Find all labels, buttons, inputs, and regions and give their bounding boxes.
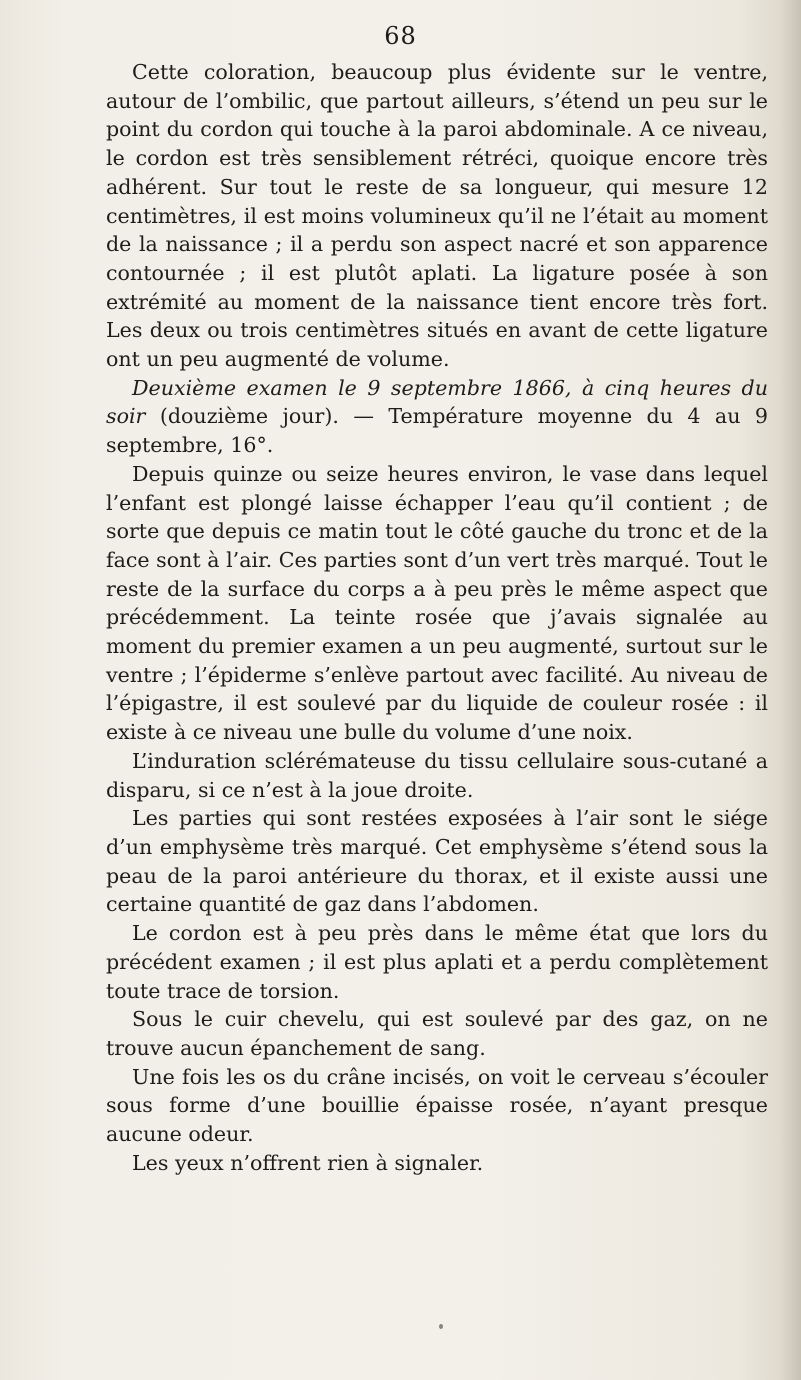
paragraph-5	[106, 804, 768, 919]
paragraph-7-text: Sous le cuir chevelu, qui est soulevé par des gaz, on ne trouve aucun épanchement de sang.	[106, 1007, 768, 1060]
paragraph-1	[106, 58, 768, 374]
paragraph-9-text: Les yeux n’offrent rien à signaler.	[132, 1150, 484, 1175]
paragraph-7	[106, 1005, 768, 1062]
exam-heading: Deuxième examen le 9 septembre 1866, à cinq heures du soir	[106, 375, 768, 429]
paragraph-2	[106, 374, 768, 460]
paragraph-5-text: Les parties qui sont restées exposées à l’air sont le siége d’un emphysème très marqué. Cet emphysème s’étend sous la peau de la paroi antérieure du thorax, et il existe aussi une certaine quantité de gaz dans l’abdomen.	[106, 806, 768, 917]
page-edge-shadow	[779, 0, 801, 1380]
paragraph-2-text: (douzième jour). — Température moyenne du 4 au 9 septembre, 16°.	[106, 404, 768, 458]
paragraph-4	[106, 747, 768, 804]
page-number: 68	[384, 22, 417, 50]
paragraph-8	[106, 1063, 768, 1149]
paragraph-3	[106, 460, 768, 747]
paragraph-9	[106, 1149, 768, 1178]
paragraph-8-text: Une fois les os du crâne incisés, on voit le cerveau s’écouler sous forme d’une bouillie épaisse rosée, n’ayant presque aucune odeur.	[106, 1064, 768, 1147]
paragraph-3-text: Depuis quinze ou seize heures environ, le vase dans lequel l’enfant est plongé laisse échapper l’eau qu’il contient ; de sorte que depuis ce matin tout le côté gauche du tronc et de la face sont à l’air. Ces parties sont d’un vert très marqué. Tout le reste de la surface du corps a à peu près le même aspect que précédemment. La teinte rosée que j’avais signalée au moment du premier examen a un peu augmenté, surtout sur le ventre ; l’épiderme s’enlève partout avec facilité. Au niveau de l’épigastre, il est soulevé par du liquide de couleur rosée : il existe à ce niveau une bulle du volume d’une noix.	[106, 461, 768, 745]
paragraph-4-text: L’induration sclérémateuse du tissu cellulaire sous-cutané a disparu, si ce n’est à la joue droite.	[106, 748, 768, 802]
ink-dot-mark	[439, 1324, 443, 1329]
paragraph-6	[106, 919, 768, 1005]
body-text	[106, 58, 768, 1177]
paragraph-1-text: Cette coloration, beaucoup plus évidente sur le ventre, autour de l’ombilic, que partout ailleurs, s’étend un peu sur le point du cordon qui touche à la paroi abdominale. A ce niveau, le cordon est très sensiblement rétréci, quoique encore très adhérent. Sur tout le reste de sa longueur, qui mesure 12 centimètres, il est moins volumineux qu’il ne l’était au moment de la naissance ; il a perdu son aspect nacré et son apparence contournée ; il est plutôt aplati. La ligature posée à son extrémité au moment de la naissance tient encore très fort. Les deux ou trois centimètres situés en avant de cette ligature ont un peu augmenté de volume.	[106, 60, 768, 372]
paragraph-6-text: Le cordon est à peu près dans le même état que lors du précédent examen ; il est plus aplati et a perdu complètement toute trace de torsion.	[106, 921, 768, 1003]
